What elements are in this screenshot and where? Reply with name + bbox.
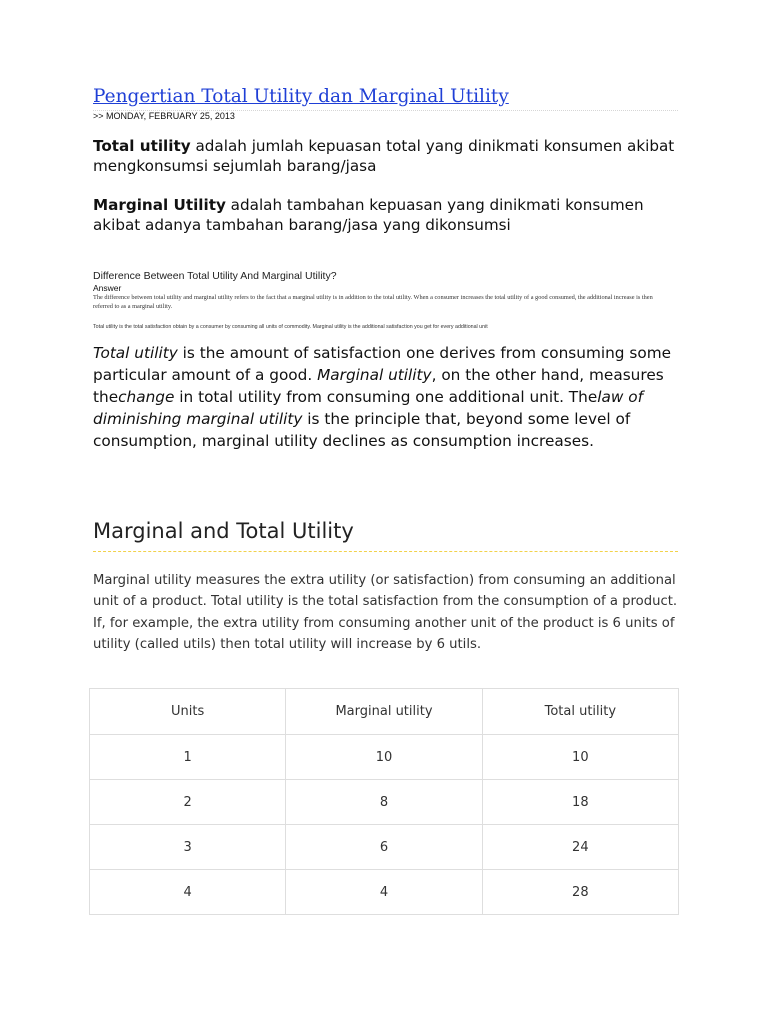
qa-answer-text: The difference between total utility and marginal utility refers to the fact that a marginal utility is in addition to the total utility. When a consumer increases the total utility of a good consumed, the additional increase is then referred to as a marginal utility. bbox=[93, 294, 653, 310]
table-cell: 2 bbox=[90, 780, 286, 825]
table-row bbox=[90, 825, 679, 870]
post-date: >> MONDAY, FEBRUARY 25, 2013 bbox=[93, 111, 235, 121]
table-cell: 6 bbox=[286, 825, 482, 870]
table-header-cell: Units bbox=[90, 689, 286, 735]
table-cell: 10 bbox=[482, 735, 678, 780]
explanation-text: is the principle that, beyond some level of consumption, marginal utility declines as consumption increases. bbox=[93, 410, 631, 450]
qa-answer-label: Answer bbox=[93, 283, 122, 293]
table-cell: 4 bbox=[90, 870, 286, 915]
qa-extra-text: Total utility is the total satisfaction obtain by a consumer by consuming all units of commodity. Marginal utility is the additional satisfaction you get for every additional unit bbox=[93, 324, 488, 330]
table-cell: 3 bbox=[90, 825, 286, 870]
definition-term: Total utility bbox=[93, 137, 191, 155]
section-heading: Marginal and Total Utility bbox=[93, 519, 354, 543]
explanation-term: Marginal utility bbox=[317, 366, 432, 384]
explanation-text: , on the other hand, measures the bbox=[93, 366, 664, 406]
explanation-text: is the amount of satisfaction one derives from consuming some particular amount of a good. bbox=[93, 344, 672, 384]
table-row bbox=[90, 870, 679, 915]
definition-term: Marginal Utility bbox=[93, 196, 226, 214]
explanation-text: in total utility from consuming one additional unit. The bbox=[174, 388, 598, 406]
explanation-term: law of diminishing marginal utility bbox=[93, 388, 644, 428]
definition-text: adalah jumlah kepuasan total yang dinikmati konsumen akibat mengkonsumsi sejumlah barang/jasa bbox=[93, 137, 675, 175]
table-cell: 18 bbox=[482, 780, 678, 825]
table-cell: 28 bbox=[482, 870, 678, 915]
table-cell: 1 bbox=[90, 735, 286, 780]
definition-total-utility bbox=[93, 136, 693, 176]
section-body: Marginal utility measures the extra utility (or satisfaction) from consuming an additional unit of a product. Total utility is the total satisfaction from the consumption of a product. If, for example, the extra utility from consuming another unit of the product is 6 units of utility (called utils) then total utility will increase by 6 utils. bbox=[93, 573, 678, 653]
table-header-cell: Total utility bbox=[482, 689, 678, 735]
explanation-paragraph bbox=[93, 342, 693, 452]
explanation-term: change bbox=[118, 388, 175, 406]
table-row bbox=[90, 780, 679, 825]
definition-text: adalah tambahan kepuasan yang dinikmati konsumen akibat adanya tambahan barang/jasa yang dikonsumsi bbox=[93, 196, 644, 234]
section-divider bbox=[93, 551, 678, 552]
utility-table bbox=[89, 688, 679, 915]
table-header-row bbox=[90, 689, 679, 735]
qa-question: Difference Between Total Utility And Marginal Utility? bbox=[93, 270, 337, 282]
table-cell: 10 bbox=[286, 735, 482, 780]
explanation-term: Total utility bbox=[93, 344, 178, 362]
table-cell: 4 bbox=[286, 870, 482, 915]
table-cell: 8 bbox=[286, 780, 482, 825]
post-title-link[interactable]: Pengertian Total Utility dan Marginal Utility bbox=[93, 86, 509, 107]
table-cell: 24 bbox=[482, 825, 678, 870]
definition-marginal-utility bbox=[93, 195, 693, 235]
table-row bbox=[90, 735, 679, 780]
table-header-cell: Marginal utility bbox=[286, 689, 482, 735]
